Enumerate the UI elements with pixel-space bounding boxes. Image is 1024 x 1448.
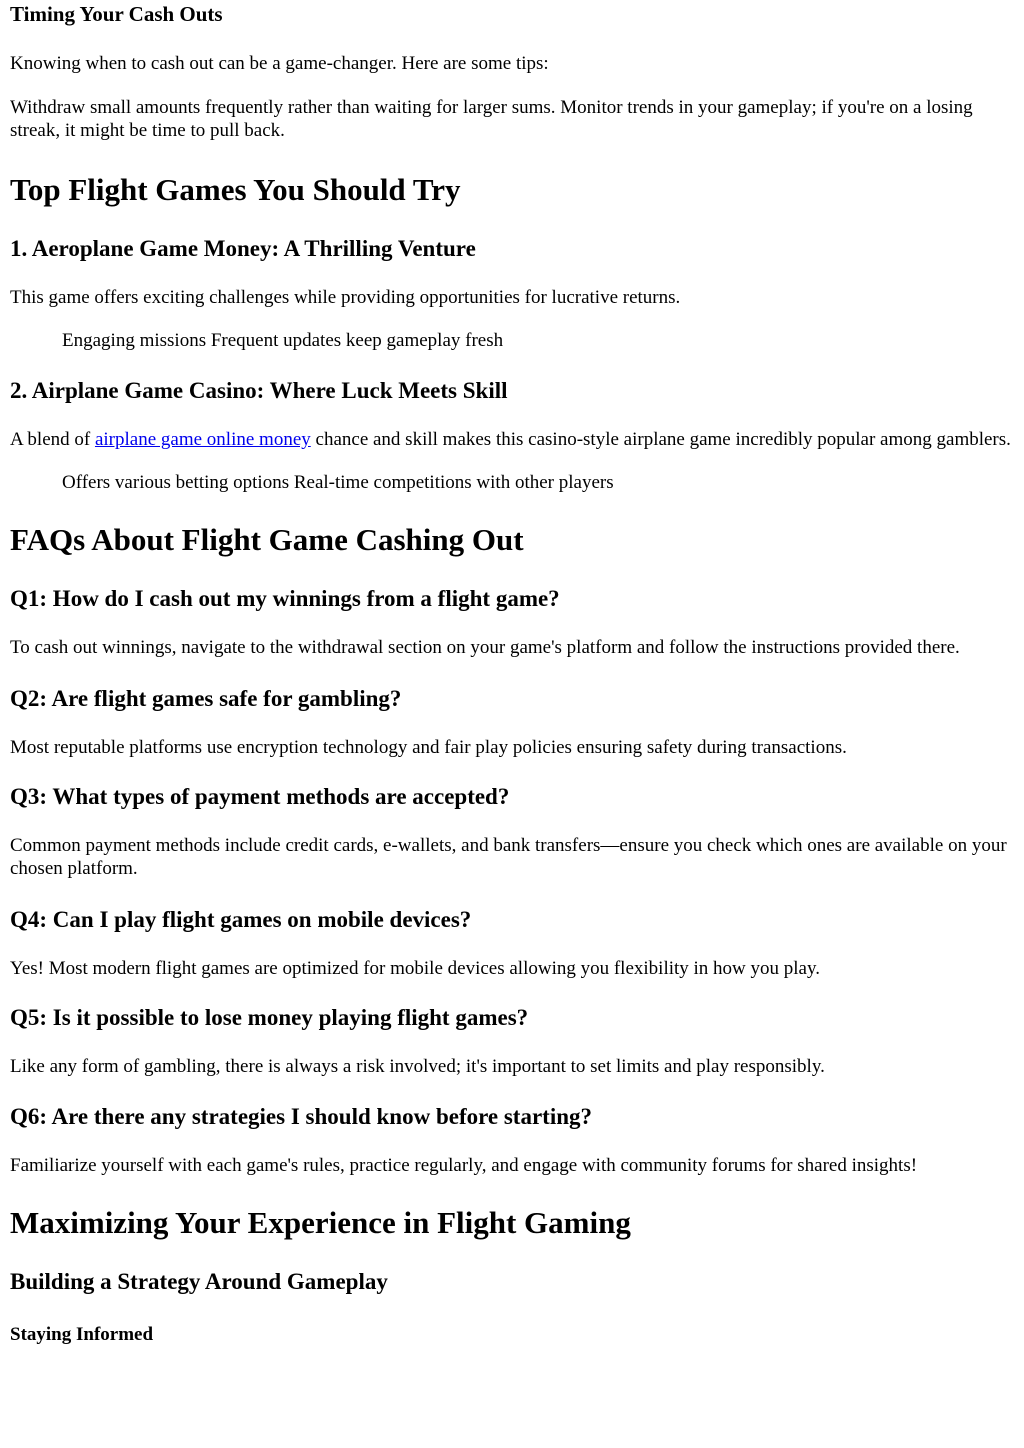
faq-question: Q4: Can I play flight games on mobile devices? bbox=[10, 907, 472, 932]
article-page bbox=[0, 2, 1024, 1346]
game2-desc-after: chance and skill makes this casino-style airplane game incredibly popular among gamblers. bbox=[310, 429, 1011, 450]
faq-answer: Yes! Most modern flight games are optimized for mobile devices allowing you flexibility in how you play. bbox=[10, 958, 821, 979]
faq-question: Q2: Are flight games safe for gambling? bbox=[10, 686, 402, 711]
staying-informed-subheading: Staying Informed bbox=[10, 1324, 154, 1345]
faq-question: Q6: Are there any strategies I should know before starting? bbox=[10, 1104, 593, 1129]
game1-description: This game offers exciting challenges while providing opportunities for lucrative returns. bbox=[10, 287, 681, 308]
strategy-subheading: Building a Strategy Around Gameplay bbox=[10, 1269, 388, 1294]
top-games-heading: Top Flight Games You Should Try bbox=[10, 172, 461, 207]
faq-question: Q3: What types of payment methods are accepted? bbox=[10, 784, 510, 809]
maximizing-heading: Maximizing Your Experience in Flight Gaming bbox=[10, 1205, 631, 1240]
game1-features: Engaging missions Frequent updates keep gameplay fresh bbox=[62, 330, 504, 351]
game2-description bbox=[10, 428, 1014, 451]
faqs-heading: FAQs About Flight Game Cashing Out bbox=[10, 522, 524, 557]
airplane-game-online-money-link[interactable]: airplane game online money bbox=[94, 429, 311, 450]
faq-question: Q1: How do I cash out my winnings from a flight game? bbox=[10, 586, 560, 611]
timing-intro: Knowing when to cash out can be a game-changer. Here are some tips: bbox=[10, 53, 549, 74]
faq-answer: Common payment methods include credit cards, e-wallets, and bank transfers—ensure you check which ones are available on your chosen platform. bbox=[10, 835, 1007, 879]
faq-answer: Most reputable platforms use encryption technology and fair play policies ensuring safety during transactions. bbox=[10, 737, 847, 758]
game2-heading: 2. Airplane Game Casino: Where Luck Meets Skill bbox=[10, 378, 508, 403]
game1-heading: 1. Aeroplane Game Money: A Thrilling Venture bbox=[10, 236, 476, 261]
faq-question: Q5: Is it possible to lose money playing flight games? bbox=[10, 1005, 529, 1030]
timing-heading: Timing Your Cash Outs bbox=[10, 2, 223, 26]
game2-features: Offers various betting options Real-time competitions with other players bbox=[62, 472, 614, 493]
faq-answer: To cash out winnings, navigate to the withdrawal section on your game's platform and follow the instructions provided there. bbox=[10, 637, 960, 658]
faq-answer: Like any form of gambling, there is always a risk involved; it's important to set limits and play responsibly. bbox=[10, 1056, 825, 1077]
faq-answer: Familiarize yourself with each game's rules, practice regularly, and engage with community forums for shared insights! bbox=[10, 1155, 918, 1176]
timing-tips: Withdraw small amounts frequently rather than waiting for larger sums. Monitor trends in your gameplay; if you're on a losing streak, it might be time to pull back. bbox=[10, 97, 973, 141]
game2-desc-before: A blend of bbox=[10, 429, 95, 450]
